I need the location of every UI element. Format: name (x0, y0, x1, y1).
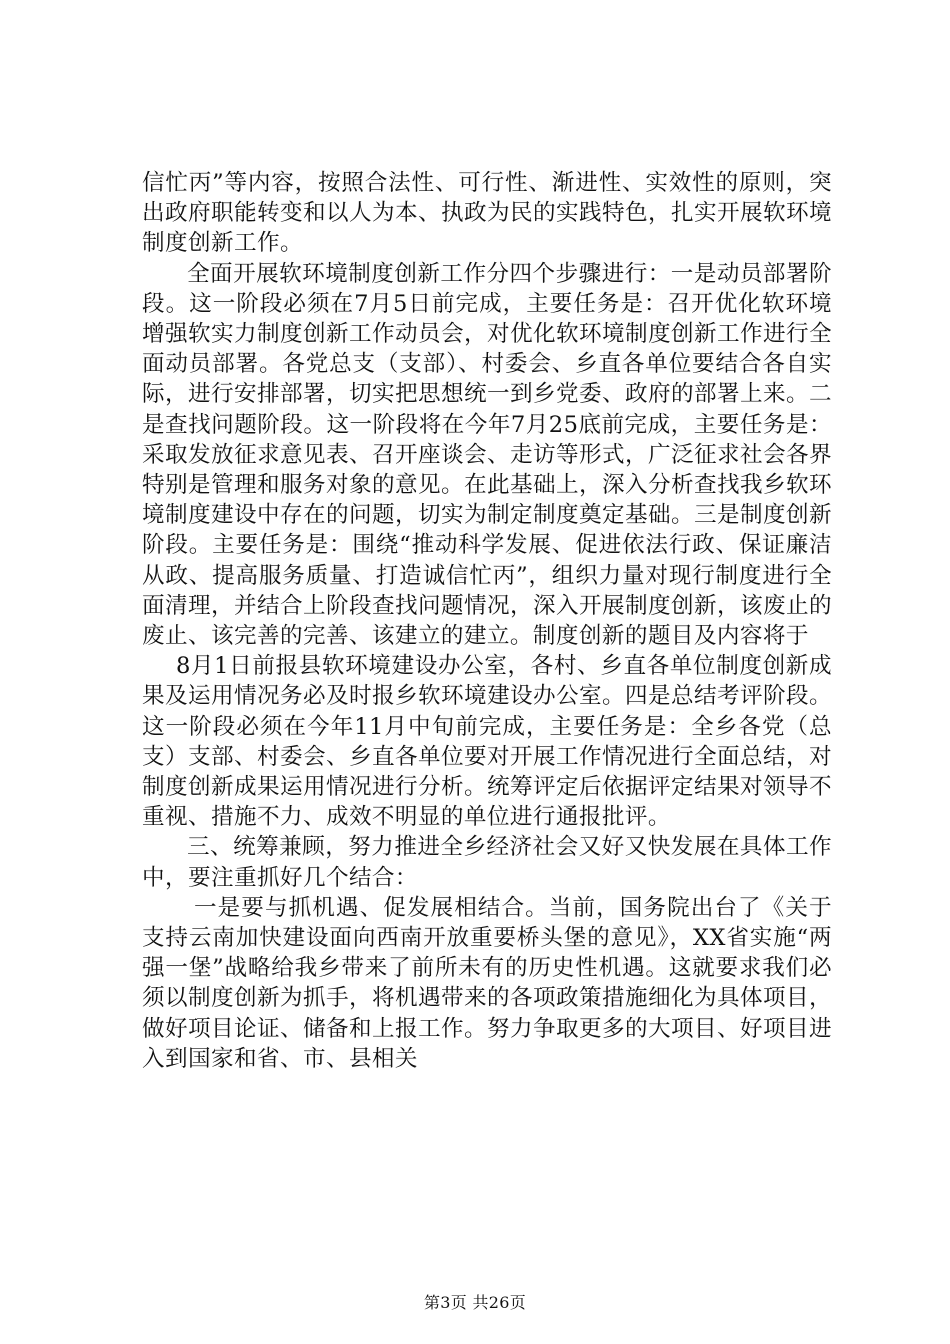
paragraph-continuation: 信忙丙”等内容，按照合法性、可行性、渐进性、实效性的原则，突出政府职能转变和以人为本、执政为民的实践特色，扎实开展软环境制度创新工作。 (142, 170, 832, 257)
paragraph-opportunity: 一是要与抓机遇、促发展相结合。当前，国务院出台了《关于支持云南加快建设面向西南开放重要桥头堡的意见》，XX省实施“两强一堡”战略给我乡带来了前所未有的历史性机遇。这就要求我们必须以制度创新为抓手，将机遇带来的各项政策措施细化为具体项目，做好项目论证、储备和上报工作。努力争取更多的大项目、好项目进入到国家和省、市、县相关 (142, 894, 832, 1072)
document-body (142, 168, 832, 1074)
paragraph-august: 8月1日前报县软环境建设办公室，各村、乡直各单位制度创新成果及运用情况务必及时报乡软环境建设办公室。四是总结考评阶段。这一阶段必须在今年11月中旬前完成，主要任务是：全乡各党（总支）支部、村委会、乡直各单位要对开展工作情况进行全面总结，对制度创新成果运用情况进行分析。统筹评定后依据评定结果对领导不重视、措施不力、成效不明显的单位进行通报批评。 (142, 653, 832, 831)
page-number-footer: 第3页 共26页 (423, 1293, 527, 1312)
paragraph-section-three-heading: 三、统筹兼顾，努力推进全乡经济社会又好又快发展在具体工作中，要注重抓好几个结合： (142, 834, 832, 891)
paragraph-four-steps: 全面开展软环境制度创新工作分四个步骤进行：一是动员部署阶段。这一阶段必须在7月5日前完成，主要任务是：召开优化软环境增强软实力制度创新工作动员会，对优化软环境制度创新工作进行全面动员部署。各党总支（支部）、村委会、乡直各单位要结合各自实际，进行安排部署，切实把思想统一到乡党委、政府的部署上来。二是查找问题阶段。这一阶段将在今年7月25底前完成，主要任务是：采取发放征求意见表、召开座谈会、走访等形式，广泛征求社会各界特别是管理和服务对象的意见。在此基础上，深入分析查找我乡软环境制度建设中存在的问题，切实为制定制度奠定基础。三是制度创新阶段。主要任务是：围绕“推动科学发展、促进依法行政、保证廉洁从政、提高服务质量、打造诚信忙丙”，组织力量对现行制度进行全面清理，并结合上阶段查找问题情况，深入开展制度创新，该废止的废止、该完善的完善、该建立的建立。制度创新的题目及内容将于 (142, 260, 832, 650)
